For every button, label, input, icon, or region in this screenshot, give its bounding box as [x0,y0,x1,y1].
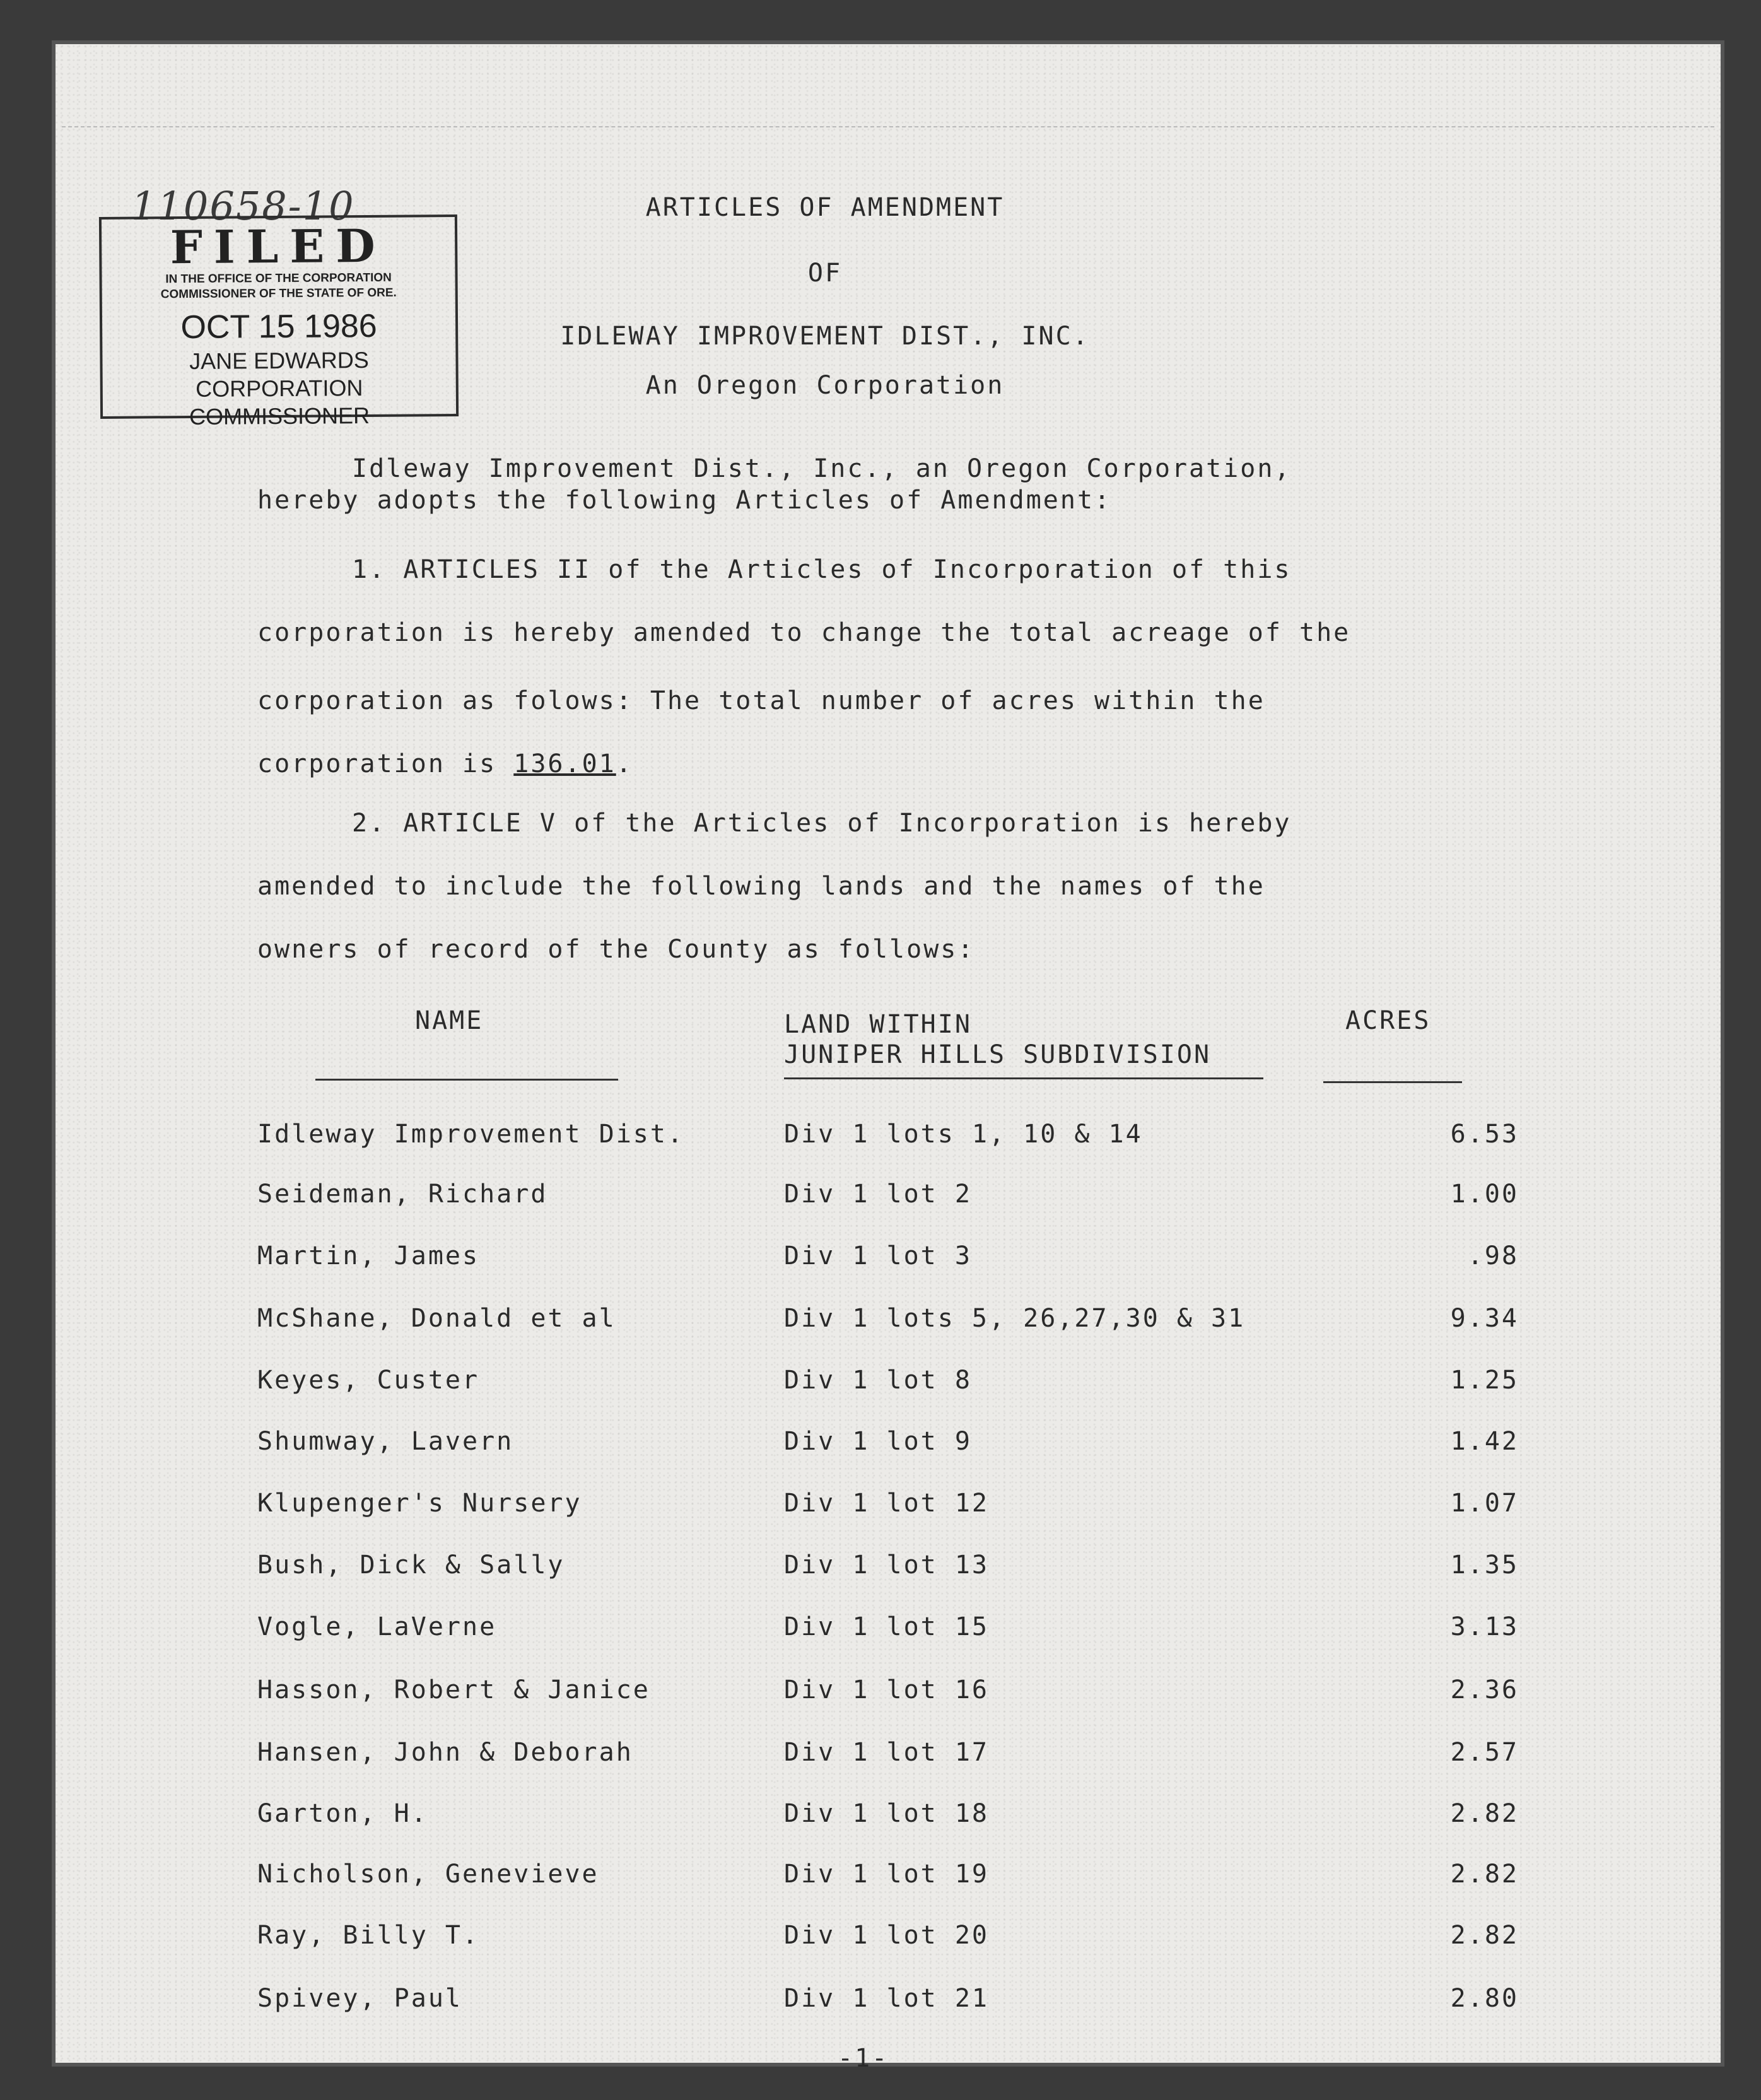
owner-name: Vogle, LaVerne [257,1612,497,1641]
stamp-name: JANE EDWARDS [189,347,369,374]
page-number: -1- [838,2044,889,2073]
total-acres-value: 136.01 [513,749,616,778]
land-description: Div 1 lot 18 [784,1799,989,1828]
item1-line-3: corporation as folows: The total number of acres within the [257,686,1265,715]
stamp-line-2: COMMISSIONER OF THE STATE OF ORE. [160,286,397,302]
item1-line-2: corporation is hereby amended to change the total acreage of the [257,618,1351,647]
owner-name: Bush, Dick & Sally [257,1551,565,1580]
item2-line-2: amended to include the following lands and the names of the [257,872,1265,901]
owner-name: Hansen, John & Deborah [257,1738,633,1767]
land-description: Div 1 lots 5, 26,27,30 & 31 [784,1304,1246,1333]
corporation-name: IDLEWAY IMPROVEMENT DIST., INC. [560,322,1090,351]
item2-line-3: owners of record of the County as follows: [257,935,975,964]
acres-value: 1.42 [1450,1427,1519,1456]
doc-title: ARTICLES OF AMENDMENT [645,193,1005,222]
handwritten-file-number: 110658-10 [131,183,355,229]
table-row [257,1921,1519,1959]
owner-name: Spivey, Paul [257,1984,462,2013]
table-row [257,1180,1519,1217]
owner-name: Seideman, Richard [257,1180,548,1209]
column-header-land [784,1009,1211,1070]
owner-name: Idleway Improvement Dist. [257,1120,685,1149]
owner-name: Nicholson, Genevieve [257,1860,599,1889]
land-description: Div 1 lot 20 [784,1921,989,1950]
land-description: Div 1 lot 3 [784,1241,972,1270]
table-row [257,1675,1519,1713]
owner-name: Hasson, Robert & Janice [257,1675,650,1704]
owner-name: Shumway, Lavern [257,1427,514,1456]
acres-value: 6.53 [1450,1120,1519,1149]
corporation-type: An Oregon Corporation [645,371,1005,400]
land-column-rule [784,1077,1263,1079]
table-row [257,1241,1519,1279]
column-header-acres: ACRES [1345,1006,1431,1035]
item1-line-1: 1. ARTICLES II of the Articles of Incorporation of this [352,555,1292,584]
document-page [56,44,1721,2073]
land-description: Div 1 lot 17 [784,1738,989,1767]
land-description: Div 1 lot 21 [784,1984,989,2013]
owner-name: Martin, James [257,1241,480,1270]
table-row [257,1489,1519,1527]
table-row [257,1120,1519,1158]
table-row [257,1799,1519,1837]
column-header-land-2: JUNIPER HILLS SUBDIVISION [784,1040,1212,1069]
acres-value: 2.82 [1450,1860,1519,1889]
intro-line-2: hereby adopts the following Articles of Amendment: [257,486,1112,515]
acres-value: 2.80 [1450,1984,1519,2013]
stamp-title: CORPORATION COMMISSIONER [189,375,370,430]
owner-name: Klupenger's Nursery [257,1489,582,1518]
acres-value: 3.13 [1450,1612,1519,1641]
column-header-name: NAME [415,1006,484,1035]
land-description: Div 1 lots 1, 10 & 14 [784,1120,1143,1149]
item1-line-4 [257,749,1569,778]
owner-name: Ray, Billy T. [257,1921,480,1950]
land-description: Div 1 lot 16 [784,1675,989,1704]
land-description: Div 1 lot 12 [784,1489,989,1518]
owner-name: McShane, Donald et al [257,1304,616,1333]
land-description: Div 1 lot 15 [784,1612,989,1641]
scan-header-line [62,126,1714,127]
acres-value: 1.25 [1450,1366,1519,1395]
acres-value: 1.35 [1450,1551,1519,1580]
doc-title-of: OF [807,259,843,288]
land-description: Div 1 lot 9 [784,1427,972,1456]
stamp-line-1: IN THE OFFICE OF THE CORPORATION [165,271,392,286]
land-description: Div 1 lot 13 [784,1551,989,1580]
table-row [257,1612,1519,1650]
owner-name: Garton, H. [257,1799,428,1828]
acres-value: 2.82 [1450,1921,1519,1950]
table-row [257,1860,1519,1898]
stamp-date: OCT 15 1986 [180,307,377,346]
table-row [257,1366,1519,1404]
table-row [257,1984,1519,2022]
item1-line-4-end: . [616,749,633,778]
table-row [257,1304,1519,1342]
acres-value: 2.82 [1450,1799,1519,1828]
item1-line-4-text: corporation is [257,749,514,778]
item2-line-1: 2. ARTICLE V of the Articles of Incorporation is hereby [352,809,1292,838]
name-column-rule [315,1079,618,1081]
table-row [257,1551,1519,1588]
table-row [257,1427,1519,1465]
owner-name: Keyes, Custer [257,1366,480,1395]
land-description: Div 1 lot 2 [784,1180,972,1209]
table-row [257,1738,1519,1776]
column-header-land-1: LAND WITHIN [784,1010,972,1039]
land-description: Div 1 lot 8 [784,1366,972,1395]
acres-value: 2.57 [1450,1738,1519,1767]
land-description: Div 1 lot 19 [784,1860,989,1889]
acres-value: .98 [1467,1241,1519,1270]
intro-line-1: Idleway Improvement Dist., Inc., an Oregon Corporation, [352,454,1292,483]
stamp-filed: FILED [170,218,387,274]
acres-value: 1.07 [1450,1489,1519,1518]
acres-value: 2.36 [1450,1675,1519,1704]
acres-value: 9.34 [1450,1304,1519,1333]
acres-column-rule [1323,1081,1462,1083]
acres-value: 1.00 [1450,1180,1519,1209]
